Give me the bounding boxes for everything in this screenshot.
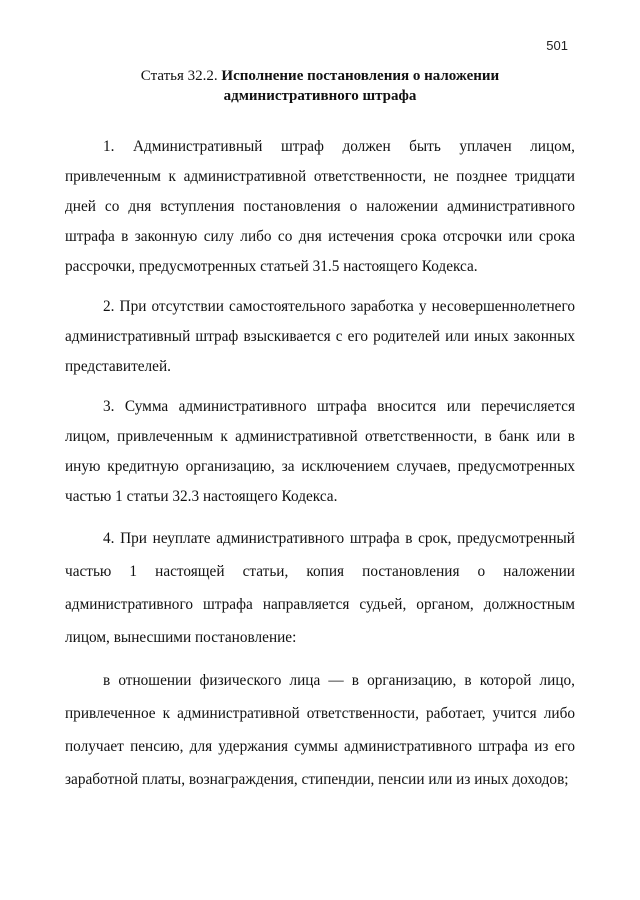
paragraph-2: 2. При отсутствии самостоятельного заработка у несовершеннолетнего административный штраф взыскивается с его родителей или иных законных представителей.: [65, 298, 575, 375]
article-title-part1: Исполнение постановления о наложении: [221, 68, 500, 84]
paragraph-3: 3. Сумма административного штрафа вносится или перечисляется лицом, привлеченным к административной ответственности, в банк или в иную кредитную организацию, за исключением случаев, предусмотренных частью 1 статьи 32.3 настоящего Кодекса.: [65, 398, 575, 505]
paragraph-4: 4. При неуплате административного штрафа в срок, предусмотренный частью 1 настоящей статьи, копия постановления о наложении административного штрафа направляется судьей, органом, должностным лицом, вынесшими постановление:: [65, 530, 575, 646]
article-header-line1: [60, 66, 580, 86]
article-body: [65, 132, 575, 796]
article-title-part2: административного штрафа: [223, 88, 417, 104]
article-number: Статья 32.2.: [140, 68, 218, 84]
page-number: 501: [546, 38, 568, 53]
article-header: [60, 66, 580, 106]
paragraph-1: 1. Административный штраф должен быть уплачен лицом, привлеченным к административной ответственности, не позднее тридцати дней со дня вступления постановления о наложении административного штрафа в законную силу либо со дня истечения срока отсрочки или срока рассрочки, предусмотренных статьей 31.5 настоящего Кодекса.: [65, 138, 575, 275]
paragraph-5: в отношении физического лица — в организацию, в которой лицо, привлеченное к административной ответственности, работает, учится либо получает пенсию, для удержания суммы административного штрафа из его заработной платы, вознаграждения, стипендии, пенсии или из иных доходов;: [65, 672, 575, 788]
